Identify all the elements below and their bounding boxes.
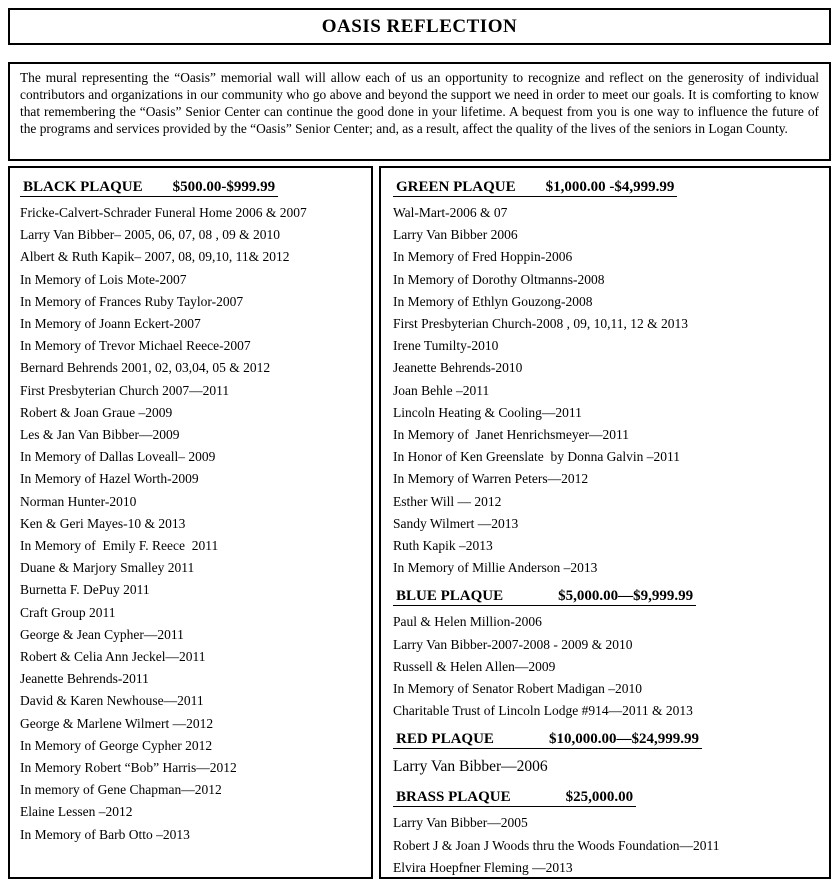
plaque-heading-underline xyxy=(393,731,702,749)
donor-entry: In Memory Robert “Bob” Harris—2012 xyxy=(20,760,237,776)
donor-entry: In Memory of Trevor Michael Reece-2007 xyxy=(20,338,251,354)
plaque-heading-green xyxy=(393,177,825,198)
plaque-range: $1,000.00 -$4,999.99 xyxy=(545,179,675,195)
donor-entry: Ken & Geri Mayes-10 & 2013 xyxy=(20,515,186,531)
page-title: OASIS REFLECTION xyxy=(321,15,518,37)
donor-entry: Russell & Helen Allen—2009 xyxy=(393,658,556,674)
plaque-heading-underline xyxy=(393,588,696,606)
donor-entry: In Memory of Millie Anderson –2013 xyxy=(393,560,598,576)
plaque-name: BLACK PLAQUE xyxy=(23,179,143,195)
donor-entry: Elvira Hoepfner Fleming —2013 xyxy=(393,859,573,875)
donor-entry: Wal-Mart-2006 & 07 xyxy=(393,205,508,220)
donor-entry: Larry Van Bibber—2006 xyxy=(393,758,548,776)
plaque-heading-red xyxy=(393,729,825,750)
donor-entry: In Honor of Ken Greenslate by Donna Galvin –2011 xyxy=(393,449,681,465)
donor-entry: First Presbyterian Church-2008 , 09, 10,11, 12 & 2013 xyxy=(393,316,688,332)
donor-entry: Irene Tumilty-2010 xyxy=(393,338,499,354)
donor-entry: Albert & Ruth Kapik– 2007, 08, 09,10, 11& 2012 xyxy=(20,249,290,265)
donor-entry: David & Karen Newhouse—2011 xyxy=(20,693,204,709)
donor-entry: In Memory of George Cypher 2012 xyxy=(20,737,213,753)
donor-entry: In Memory of Dorothy Oltmanns-2008 xyxy=(393,271,605,287)
donor-entry: Duane & Marjory Smalley 2011 xyxy=(20,560,195,576)
donor-entry: Robert J & Joan J Woods thru the Woods Foundation—2011 xyxy=(393,837,720,853)
donor-entry: Joan Behle –2011 xyxy=(393,382,490,398)
plaque-range: $5,000.00—$9,999.99 xyxy=(558,588,694,605)
plaque-heading-brass xyxy=(393,787,825,808)
donor-entry: Robert & Joan Graue –2009 xyxy=(20,404,173,420)
donor-entry: Jeanette Behrends-2011 xyxy=(20,671,149,687)
donor-entry: Esther Will — 2012 xyxy=(393,493,502,509)
donor-entry: Jeanette Behrends-2010 xyxy=(393,360,523,376)
plaque-range: $25,000.00 xyxy=(565,789,634,806)
donor-entry: In Memory of Senator Robert Madigan –2010 xyxy=(393,681,642,697)
donor-entry: First Presbyterian Church 2007—2011 xyxy=(20,382,230,398)
donor-entry: In Memory of Lois Mote-2007 xyxy=(20,271,187,287)
donor-entry: Larry Van Bibber—2005 xyxy=(393,815,528,831)
donor-entry: Paul & Helen Million-2006 xyxy=(393,614,542,630)
donor-entry: Fricke-Calvert-Schrader Funeral Home 2006 & 2007 xyxy=(20,205,307,220)
donor-entry: George & Jean Cypher—2011 xyxy=(20,626,184,642)
plaque-name: RED PLAQUE xyxy=(396,731,494,748)
donor-entry: Burnetta F. DePuy 2011 xyxy=(20,582,150,598)
donor-entry: Ruth Kapik –2013 xyxy=(393,538,493,554)
donor-entry: In Memory of Joann Eckert-2007 xyxy=(20,316,201,332)
donor-entry: In Memory of Barb Otto –2013 xyxy=(20,826,190,842)
donor-entry: Craft Group 2011 xyxy=(20,604,116,620)
donor-entry: Larry Van Bibber 2006 xyxy=(393,227,518,243)
donor-entry: Robert & Celia Ann Jeckel—2011 xyxy=(20,649,206,665)
donor-entry: Les & Jan Van Bibber—2009 xyxy=(20,427,180,443)
plaque-range: $500.00-$999.99 xyxy=(172,179,276,195)
donor-entry: George & Marlene Wilmert —2012 xyxy=(20,715,214,731)
plaque-heading-black xyxy=(20,177,367,198)
plaque-name: BLUE PLAQUE xyxy=(396,588,504,605)
donor-entry: Lincoln Heating & Cooling—2011 xyxy=(393,404,582,420)
donor-entry: Larry Van Bibber– 2005, 06, 07, 08 , 09 & 2010 xyxy=(20,227,280,243)
donor-entry: In Memory of Janet Henrichsmeyer—2011 xyxy=(393,427,630,443)
right-column xyxy=(379,166,831,879)
donor-entry: In Memory of Ethlyn Gouzong-2008 xyxy=(393,293,593,309)
donor-entry: In Memory of Fred Hoppin-2006 xyxy=(393,249,573,265)
donor-entry: In Memory of Dallas Loveall– 2009 xyxy=(20,449,216,465)
donor-entry: In Memory of Hazel Worth-2009 xyxy=(20,471,199,487)
plaque-heading-underline xyxy=(393,789,636,807)
title-box xyxy=(8,8,831,45)
donor-entry: Larry Van Bibber-2007-2008 - 2009 & 2010 xyxy=(393,636,633,652)
donor-entry: In memory of Gene Chapman—2012 xyxy=(20,782,222,798)
plaque-heading-underline xyxy=(393,179,677,197)
plaque-heading-underline xyxy=(20,179,278,197)
donor-entry: Charitable Trust of Lincoln Lodge #914—2011 & 2013 xyxy=(393,703,693,719)
donor-entry: In Memory of Emily F. Reece 2011 xyxy=(20,538,219,554)
donor-entry: Elaine Lessen –2012 xyxy=(20,804,133,820)
donor-entry: In Memory of Frances Ruby Taylor-2007 xyxy=(20,293,244,309)
donor-entry: Sandy Wilmert —2013 xyxy=(393,515,519,531)
plaque-heading-blue xyxy=(393,586,825,607)
donor-entry: Bernard Behrends 2001, 02, 03,04, 05 & 2012 xyxy=(20,360,271,376)
intro-paragraph: The mural representing the “Oasis” memorial wall will allow each of us an opportunity to recognize and reflect on the generosity of individual contributors and organizations in our community who go above and beyond the support we need in order to meet our goals. It is comforting to know that remembering the “Oasis” Senior Center can continue the good done in your lifetime. A bequest from you is one way to influence the future of the programs and services provided by the “Oasis” Senior Center; and, as a result, affect the quality of the lives of the seniors in Logan County. xyxy=(20,70,819,136)
plaque-name: BRASS PLAQUE xyxy=(396,789,511,806)
donor-entry: Norman Hunter-2010 xyxy=(20,493,137,509)
intro-box xyxy=(8,62,831,161)
plaque-range: $10,000.00—$24,999.99 xyxy=(548,731,699,748)
plaque-name: GREEN PLAQUE xyxy=(396,179,516,195)
left-column xyxy=(8,166,373,879)
donor-entry: In Memory of Warren Peters—2012 xyxy=(393,471,589,487)
